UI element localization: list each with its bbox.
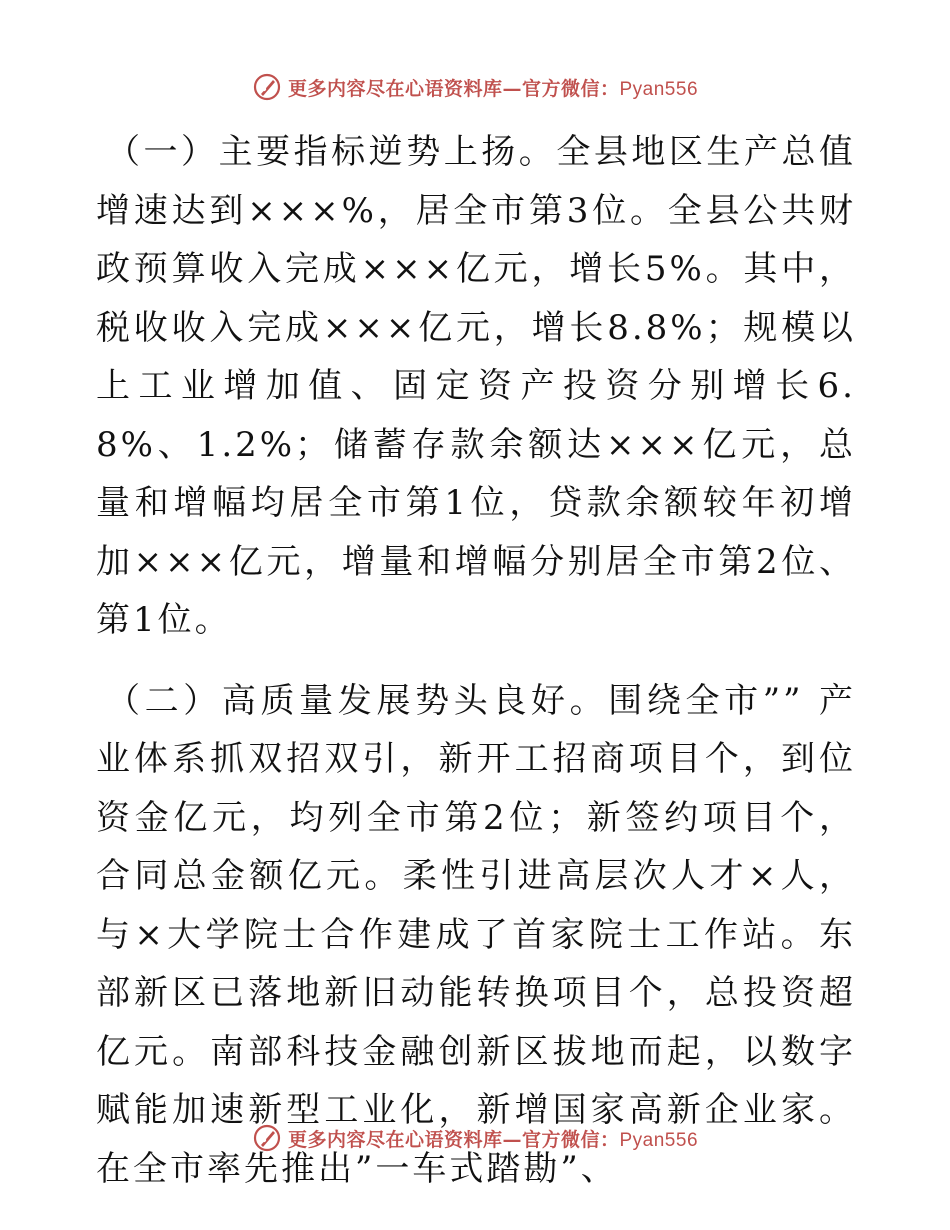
footer-watermark: [0, 1123, 950, 1153]
header-watermark: [0, 72, 950, 102]
quill-circle-icon: [252, 72, 282, 102]
quill-circle-icon: [252, 1123, 282, 1153]
watermark-text: 更多内容尽在心语资料库—官方微信：Pyan556: [287, 77, 699, 100]
document-body: [96, 123, 856, 1198]
watermark-text: 更多内容尽在心语资料库—官方微信：Pyan556: [287, 1128, 699, 1151]
paragraph-quality-development: （二）高质量发展势头良好。围绕全市”” 产业体系抓双招双引，新开工招商项目个，到位资金亿元，均列全市第2位；新签约项目个，合同总金额亿元。柔性引进高层次人才×人，与×大学院士合作建成了首家院士工作站。东部新区已落地新旧动能转换项目个，总投资超亿元。南部科技金融创新区拔地而起，以数字赋能加速新型工业化，新增国家高新企业家。在全市率先推出”一车式踏勘”、: [96, 680, 856, 1189]
paragraph-main-indicators: （一）主要指标逆势上扬。全县地区生产总值增速达到×××%，居全市第3位。全县公共财政预算收入完成×××亿元，增长5%。其中，税收收入完成×××亿元，增长8.8%；规模以上工业增加值、固定资产投资分别增长6.8%、1.2%；储蓄存款余额达×××亿元，总量和增幅均居全市第1位，贷款余额较年初增加×××亿元，增量和增幅分别居全市第2位、第1位。: [96, 132, 856, 640]
